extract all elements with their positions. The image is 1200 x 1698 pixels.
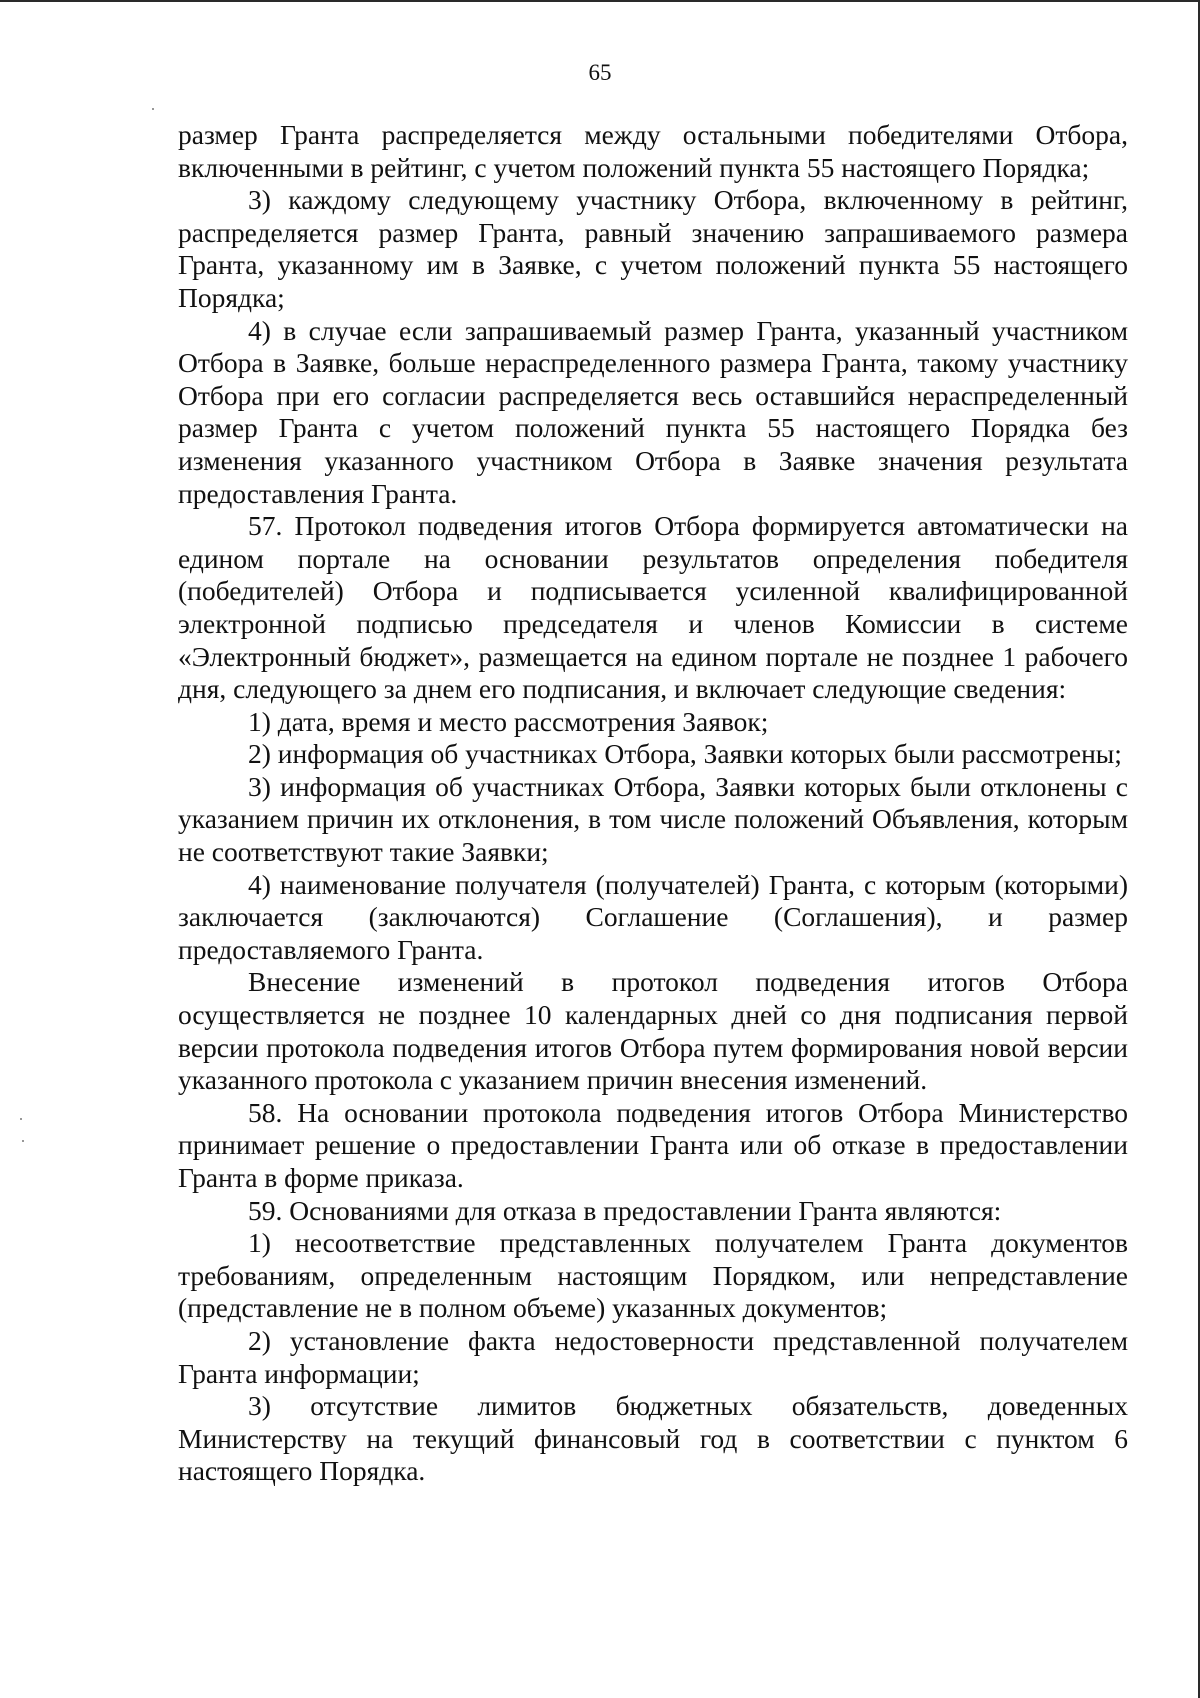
scan-speck bbox=[152, 108, 154, 110]
scan-speck bbox=[22, 1140, 24, 1142]
paragraph: 57. Протокол подведения итогов Отбора формируется автоматически на едином портале на основании результатов определения победителя (победителей) Отбора и подписывается усиленной квалифицированной электронной подписью председателя и членов Комиссии в системе «Электронный бюджет», размещается на едином портале не позднее 1 рабочего дня, следующего за днем его подписания, и включает следующие сведения: bbox=[178, 510, 1128, 705]
paragraph: размер Гранта распределяется между остальными победителями Отбора, включенными в рейтинг, с учетом положений пункта 55 настоящего Порядка; bbox=[178, 119, 1128, 183]
paragraph: 1) несоответствие представленных получателем Гранта документов требованиям, определенным настоящим Порядком, или непредставление (представление не в полном объеме) указанных документов; bbox=[178, 1227, 1128, 1324]
page-number: 65 bbox=[588, 60, 612, 85]
paragraph: 3) информация об участниках Отбора, Заявки которых были отклонены с указанием причин их отклонения, в том числе положений Объявления, которым не соответствуют такие Заявки; bbox=[178, 770, 1128, 868]
paragraph: 3) отсутствие лимитов бюджетных обязательств, доведенных Министерству на текущий финансовый год в соответствии с пунктом 6 настоящего Порядка. bbox=[178, 1390, 1128, 1487]
paragraph: 59. Основаниями для отказа в предоставлении Гранта являются: bbox=[248, 1194, 1002, 1226]
paragraph: Внесение изменений в протокол подведения итогов Отбора осуществляется не позднее 10 календарных дней со дня подписания первой версии протокола подведения итогов Отбора путем формирования новой версии указанного протокола с указанием причин внесения изменений. bbox=[178, 966, 1128, 1096]
paragraph: 58. На основании протокола подведения итогов Отбора Министерство принимает решение о предоставлении Гранта или об отказе в предоставлении Гранта в форме приказа. bbox=[178, 1096, 1128, 1193]
paragraph: 2) информация об участниках Отбора, Заявки которых были рассмотрены; bbox=[248, 738, 1122, 770]
document-body bbox=[178, 119, 1128, 1488]
paragraph: 2) установление факта недостоверности представленной получателем Гранта информации; bbox=[178, 1324, 1128, 1389]
paragraph: 4) в случае если запрашиваемый размер Гранта, указанный участником Отбора в Заявке, больше нераспределенного размера Гранта, такому участнику Отбора при его согласии распределяется весь оставшийся нераспределенный размер Гранта с учетом положений пункта 55 настоящего Порядка без изменения указанного участником Отбора в Заявке значения результата предоставления Гранта. bbox=[178, 314, 1128, 509]
paragraph: 3) каждому следующему участнику Отбора, включенному в рейтинг, распределяется размер Гранта, равный значению запрашиваемого размера Гранта, указанному им в Заявке, с учетом положений пункта 55 настоящего Порядка; bbox=[178, 184, 1128, 313]
scan-speck bbox=[20, 1118, 22, 1120]
paragraph: 1) дата, время и место рассмотрения Заявок; bbox=[248, 705, 769, 737]
scan-edge-top bbox=[0, 0, 1200, 2]
paragraph: 4) наименование получателя (получателей) Гранта, с которым (которыми) заключается (заключаются) Соглашение (Соглашения), и размер предоставляемого Гранта. bbox=[178, 868, 1128, 965]
